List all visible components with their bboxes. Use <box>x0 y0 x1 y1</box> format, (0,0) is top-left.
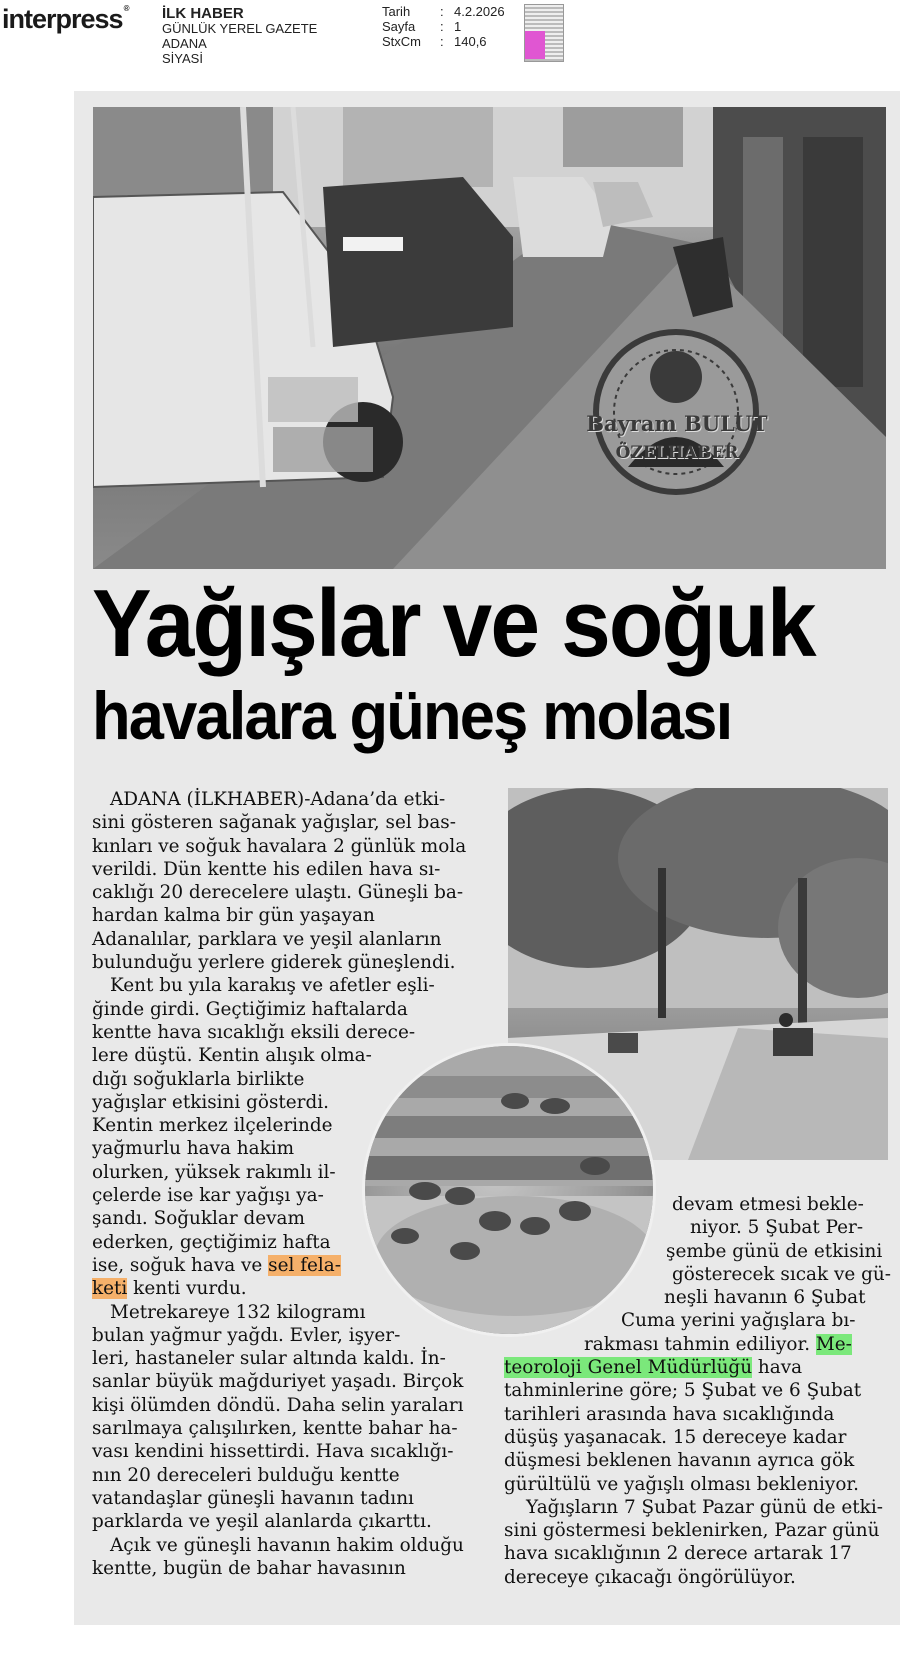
highlight-orange: keti <box>92 1278 128 1300</box>
paragraph-line: dığı soğuklarla birlikte <box>92 1068 305 1090</box>
paragraph-line: düşüş yaşanacak. 15 dereceye kadar <box>504 1426 847 1448</box>
paragraph-line: tahminlerine göre; 5 Şubat ve 6 Şubat <box>504 1380 862 1402</box>
paragraph-line: sini gösteren sağanak yağışlar, sel bas- <box>92 812 456 834</box>
paragraph-line: dereceye çıkacağı öngörülüyor. <box>504 1566 796 1588</box>
paragraph-line: sanlar büyük mağduriyet yaşadı. Birçok <box>92 1371 464 1393</box>
meta-value-date: 4.2.2026 <box>454 4 505 19</box>
paragraph-line: şembe günü de etkisini <box>666 1240 883 1262</box>
paragraph-line: Adanalılar, parklara ve yeşil alanların <box>92 928 442 950</box>
paragraph-line: hardan kalma bir gün yaşayan <box>92 905 375 927</box>
paragraph-fragment: hava <box>757 1357 803 1379</box>
paragraph-line <box>504 1333 891 1356</box>
paragraph-fragment: kenti vurdu. <box>133 1278 247 1300</box>
paragraph-line: yağmurlu hava hakim <box>92 1138 295 1160</box>
clipping-meta: Tarih : 4.2.2026 Sayfa : 1 StxCm : 140,6 <box>382 4 505 49</box>
logo-text: interpress <box>2 4 123 34</box>
badge-name: Bayram BULUT <box>586 411 768 436</box>
meta-label-date: Tarih <box>382 4 411 19</box>
paragraph-line: kınları ve soğuk havalara 2 günlük mola <box>92 835 467 857</box>
publication-name: İLK HABER <box>162 5 244 22</box>
paragraph-line: sarılmaya çalışılırken, kentte bahar ha- <box>92 1418 458 1440</box>
paragraph-line: bulan yağmur yağdı. Evler, işyer- <box>92 1324 401 1346</box>
paragraph-line: vası kendini hissettirdi. Hava sıcaklığı- <box>92 1441 454 1463</box>
article-body-column-2 <box>504 1193 891 1589</box>
article-headline <box>92 570 892 754</box>
paragraph-line: Kentin merkez ilçelerinde <box>92 1115 333 1137</box>
paragraph-line: verildi. Dün kentte his edilen hava sı- <box>92 858 441 880</box>
paragraph-line: ederken, geçtiğimiz hafta <box>92 1231 331 1253</box>
paragraph-line: kişi ölümden döndü. Daha selin yaraları <box>92 1394 464 1416</box>
meta-value-page: 1 <box>454 19 462 34</box>
meta-value-stxcm: 140,6 <box>454 34 487 49</box>
page-thumbnail[interactable] <box>524 4 564 62</box>
paragraph-line: Cuma yerini yağışlara bı- <box>621 1310 856 1332</box>
paragraph-line: gürültülü ve yağışlı olması bekleniyor. <box>504 1473 860 1495</box>
paragraph-line: hava sıcaklığının 2 derece artarak 17 <box>504 1543 852 1565</box>
paragraph-line: Açık ve güneşli havanın hakim olduğu <box>110 1534 464 1556</box>
paragraph-line: neşli havanın 6 Şubat <box>664 1287 866 1309</box>
highlight-orange: sel fela- <box>268 1254 341 1276</box>
highlight-green: Me- <box>815 1333 852 1355</box>
badge-tag: ÖZELHABER <box>615 443 739 463</box>
paragraph-line: kentte, bugün de bahar havasının <box>92 1557 406 1579</box>
publication-info <box>162 6 317 66</box>
headline-line-2: havalara güneş molası <box>92 678 732 754</box>
rainy-street-photo <box>93 107 886 569</box>
highlight-green: teoroloji Genel Müdürlüğü <box>504 1357 753 1379</box>
paragraph-line: olurken, yüksek rakımlı il- <box>92 1161 336 1183</box>
paragraph-line: düşmesi beklenen havanın ayrıca gök <box>504 1450 855 1472</box>
paragraph-line: ADANA (İLKHABER)-Adana’da etki- <box>110 789 446 810</box>
article-body-column-1 <box>92 788 466 1580</box>
paragraph-line <box>504 1356 891 1379</box>
paragraph-line: devam etmesi bekle- <box>672 1194 864 1215</box>
paragraph-line: kentte hava sıcaklığı eksili derece- <box>92 1021 416 1043</box>
paragraph-line <box>92 1254 466 1277</box>
paragraph-fragment: rakması tahmin ediliyor. <box>584 1333 811 1355</box>
paragraph-line: parklarda ve yeşil alanlarda çıkarttı. <box>92 1511 432 1533</box>
paragraph-line: ğinde girdi. Geçtiğimiz haftalarda <box>92 998 408 1020</box>
paragraph-line: caklığı 20 derecelere ulaştı. Güneşli ba- <box>92 882 464 904</box>
paragraph-line: nın 20 dereceleri bulduğu kentte <box>92 1464 400 1486</box>
meta-label-stxcm: StxCm <box>382 34 421 49</box>
paragraph-line: yağışlar etkisini gösterdi. <box>92 1091 329 1113</box>
thumbnail-highlight <box>525 31 545 59</box>
paragraph-line: Yağışların 7 Şubat Pazar günü de etki- <box>526 1496 883 1518</box>
paragraph-line: lere düştü. Kentin alışık olma- <box>92 1045 372 1067</box>
paragraph-line <box>92 1277 466 1300</box>
paragraph-line: niyor. 5 Şubat Per- <box>690 1217 864 1239</box>
publication-category: SİYASİ <box>162 51 203 66</box>
paragraph-line: Kent bu yıla karakış ve afetler eşli- <box>110 975 435 997</box>
paragraph-line: sini göstermesi beklenirken, Pazar günü <box>504 1520 880 1542</box>
publication-type: GÜNLÜK YEREL GAZETE <box>162 21 318 36</box>
rainy-street-illustration <box>93 107 886 569</box>
meta-label-page: Sayfa <box>382 19 416 34</box>
headline-line-1: Yağışlar ve soğuk <box>92 570 815 677</box>
trademark-symbol: ® <box>123 4 129 13</box>
publication-city: ADANA <box>162 36 207 51</box>
paragraph-line: tarihleri arasında hava sıcaklığında <box>504 1403 835 1425</box>
paragraph-line: leri, hastaneler sular altında kaldı. İn- <box>92 1348 446 1370</box>
paragraph-line: şandı. Soğuklar devam <box>92 1208 305 1230</box>
interpress-logo <box>2 4 128 35</box>
paragraph-line: vatandaşlar güneşli havanın tadını <box>92 1487 414 1509</box>
paragraph-line: bulunduğu yerlere giderek güneşlendi. <box>92 952 456 974</box>
paragraph-line: çelerde ise kar yağışı ya- <box>92 1185 324 1207</box>
paragraph-line: Metrekareye 132 kilogramı <box>110 1301 366 1323</box>
paragraph-line: gösterecek sıcak ve gü- <box>672 1263 891 1285</box>
paragraph-fragment: ise, soğuk hava ve <box>92 1254 263 1276</box>
